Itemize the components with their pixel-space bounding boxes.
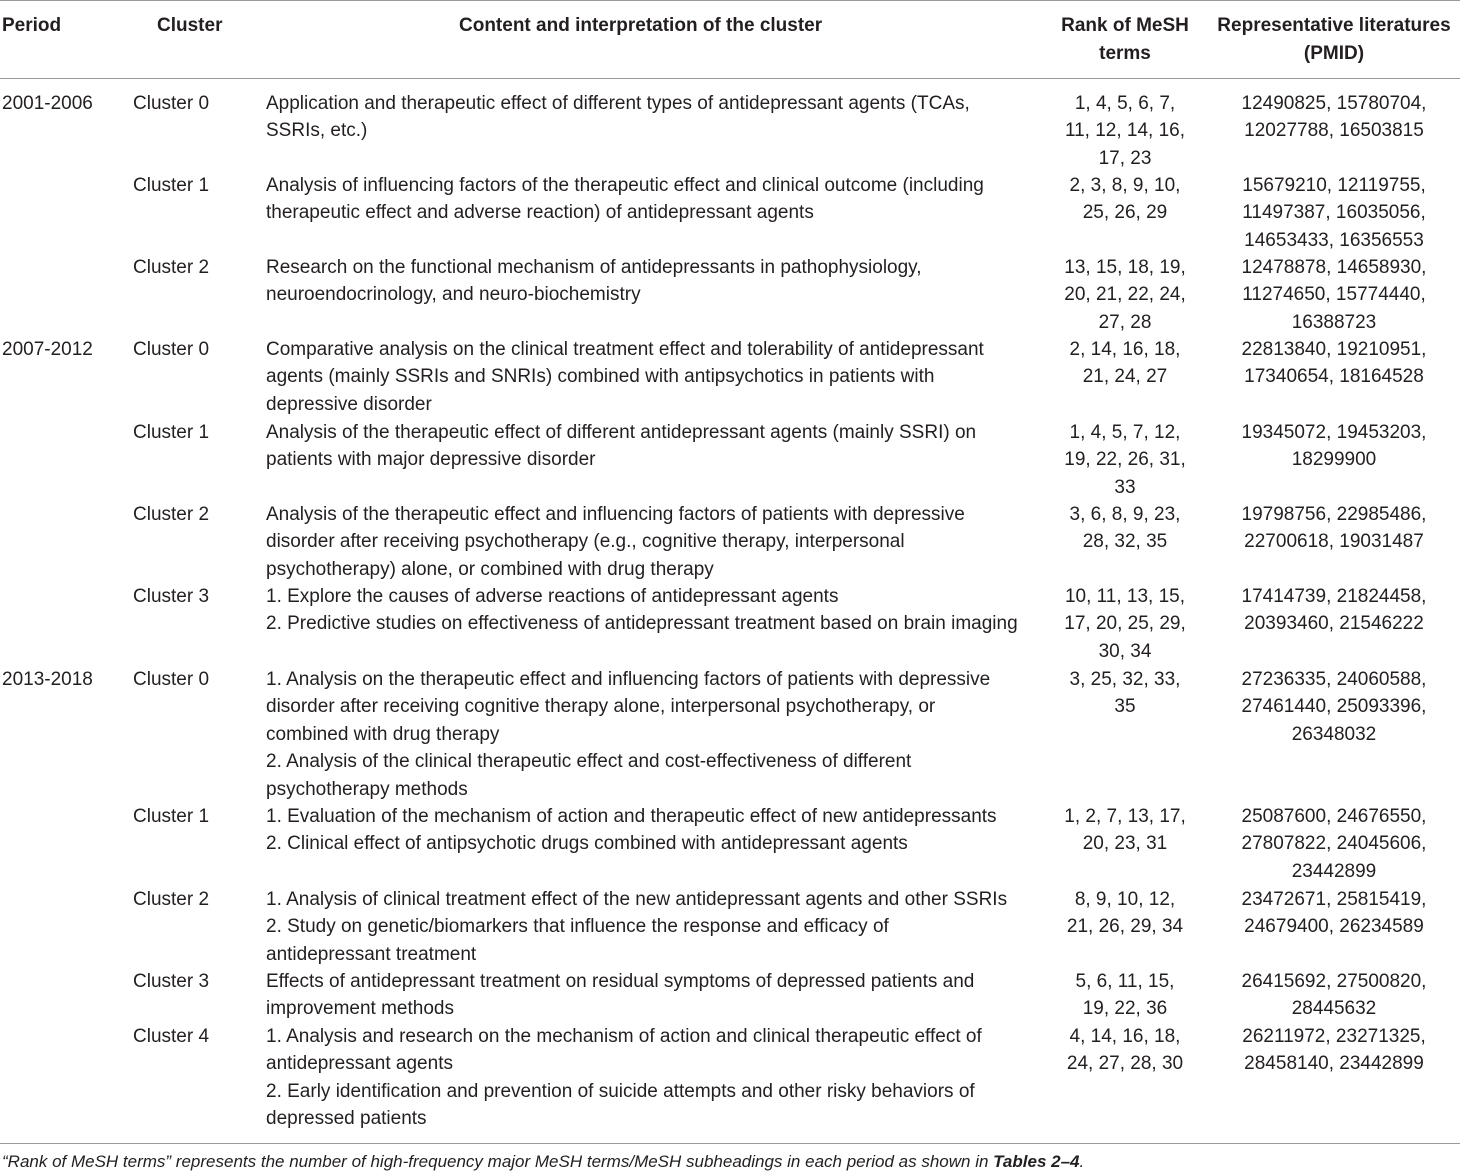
content-cell [266, 172, 984, 227]
rank-cell [1046, 583, 1204, 665]
content-cell-line: agents (mainly SSRIs and SNRIs) combined with antipsychotics in patients with [266, 366, 935, 388]
rank-cell-line: 1, 2, 7, 13, 17, [1064, 806, 1186, 827]
rank-cell-line: 21, 26, 29, 34 [1066, 916, 1184, 938]
content-cell-line: Effects of antidepressant treatment on residual symptoms of depressed patients and [266, 971, 975, 992]
rank-cell [1046, 501, 1204, 556]
rank-cell-line: 17, 23 [1098, 147, 1152, 169]
content-cell [266, 583, 1018, 638]
literatures-cell-line: 28445632 [1291, 998, 1377, 1020]
content-cell [266, 336, 984, 418]
literatures-cell-line: 18299900 [1291, 449, 1377, 471]
literatures-cell-line: 24679400, 26234589 [1244, 916, 1424, 938]
content-cell-line: psychotherapy) alone, or combined with drug therapy [266, 558, 714, 580]
content-cell-line: improvement methods [266, 998, 454, 1020]
header-rule [0, 78, 1460, 79]
cluster-cell: Cluster 4 [133, 1026, 210, 1047]
literatures-cell-line: 23472671, 25815419, [1241, 889, 1427, 910]
rank-cell [1046, 666, 1204, 721]
content-cell-line: 2. Early identification and prevention of suicide attempts and other risky behaviors of [266, 1080, 975, 1102]
cluster-cell: Cluster 2 [133, 257, 210, 278]
literatures-cell-line: 20393460, 21546222 [1244, 613, 1424, 635]
rank-cell-line: 17, 20, 25, 29, [1064, 613, 1186, 635]
literatures-cell [1208, 172, 1460, 254]
content-cell [266, 501, 965, 583]
period-cell: 2007-2012 [2, 339, 93, 360]
content-cell-line: Analysis of the therapeutic effect and influencing factors of patients with depressive [266, 504, 965, 525]
rank-cell [1046, 254, 1204, 336]
rank-cell-line: 35 [1114, 696, 1136, 718]
rank-cell-line: 2, 3, 8, 9, 10, [1069, 175, 1181, 196]
rank-cell-line: 25, 26, 29 [1082, 202, 1168, 224]
content-cell [266, 1023, 982, 1133]
rank-cell-line: 33 [1114, 476, 1136, 498]
header-cluster: Cluster [157, 15, 223, 36]
literatures-cell [1208, 666, 1460, 748]
rank-cell [1046, 803, 1204, 858]
rank-cell [1046, 1023, 1204, 1078]
rank-cell-line: 28, 32, 35 [1082, 531, 1168, 553]
content-cell-line: Analysis of the therapeutic effect of different antidepressant agents (mainly SSRI) on [266, 422, 977, 443]
rank-cell [1046, 172, 1204, 227]
literatures-cell-line: 25087600, 24676550, [1241, 806, 1427, 827]
literatures-cell [1208, 968, 1460, 1023]
rank-cell-line: 8, 9, 10, 12, [1074, 889, 1176, 910]
rank-cell [1046, 90, 1204, 172]
content-cell-line: 1. Analysis and research on the mechanism of action and clinical therapeutic effect of [266, 1026, 982, 1047]
rank-cell-line: 19, 22, 26, 31, [1064, 449, 1186, 471]
content-cell-line: 2. Predictive studies on effectiveness of antidepressant treatment based on brain imaging [266, 613, 1018, 635]
rank-cell-line: 3, 25, 32, 33, [1069, 669, 1181, 690]
rank-cell-line: 19, 22, 36 [1082, 998, 1168, 1020]
rank-cell [1046, 886, 1204, 941]
rank-cell-line: 30, 34 [1098, 640, 1152, 662]
literatures-cell-line: 22700618, 19031487 [1244, 531, 1424, 553]
content-cell-line: 1. Evaluation of the mechanism of action and therapeutic effect of new antidepressants [266, 806, 997, 827]
literatures-cell-line: 19798756, 22985486, [1241, 504, 1427, 525]
header-period: Period [2, 15, 62, 36]
rank-cell-line: 2, 14, 16, 18, [1069, 339, 1181, 360]
rank-cell-line: 3, 6, 8, 9, 23, [1069, 504, 1181, 525]
literatures-cell [1208, 803, 1460, 885]
literatures-cell-line: 26211972, 23271325, [1242, 1026, 1426, 1047]
content-cell [266, 254, 922, 309]
content-cell-line: 2. Clinical effect of antipsychotic drugs combined with antidepressant agents [266, 833, 908, 855]
content-cell-line: 1. Analysis on the therapeutic effect and influencing factors of patients with depressive [266, 669, 991, 690]
rank-cell-line: 1, 4, 5, 7, 12, [1069, 422, 1181, 443]
content-cell-line: 1. Analysis of clinical treatment effect of the new antidepressant agents and other SSRIs [266, 889, 1008, 910]
content-cell [266, 419, 976, 474]
literatures-cell-line: 11274650, 15774440, [1242, 284, 1426, 306]
literatures-cell-line: 12027788, 16503815 [1244, 120, 1424, 142]
literatures-cell-line: 14653433, 16356553 [1244, 229, 1424, 251]
content-cell-line: neuroendocrinology, and neuro-biochemistry [266, 284, 641, 306]
content-cell-line: antidepressant agents [266, 1053, 453, 1075]
content-cell-line: combined with drug therapy [266, 723, 500, 745]
cluster-cell: Cluster 3 [133, 586, 210, 607]
rank-cell-line: 1, 4, 5, 6, 7, [1074, 93, 1176, 114]
period-cell: 2001-2006 [2, 93, 93, 114]
rank-cell-line: 5, 6, 11, 15, [1075, 971, 1175, 992]
rank-cell-line: 10, 11, 13, 15, [1064, 586, 1186, 607]
content-cell [266, 803, 997, 858]
rank-cell-line: 11, 12, 14, 16, [1064, 120, 1186, 142]
literatures-cell-line: 15679210, 12119755, [1242, 175, 1426, 196]
content-cell-line: Comparative analysis on the clinical treatment effect and tolerability of antidepressant [266, 339, 984, 360]
rank-cell [1046, 419, 1204, 501]
content-cell [266, 90, 970, 145]
literatures-cell-line: 27236335, 24060588, [1241, 669, 1427, 690]
literatures-cell-line: 22813840, 19210951, [1241, 339, 1427, 360]
literatures-cell-line: 12478878, 14658930, [1241, 257, 1427, 278]
literatures-cell-line: 17340654, 18164528 [1244, 366, 1424, 388]
literatures-cell-line: 17414739, 21824458, [1241, 586, 1427, 607]
content-cell-line: Research on the functional mechanism of antidepressants in pathophysiology, [266, 257, 922, 278]
cluster-cell: Cluster 2 [133, 889, 210, 910]
cluster-cell: Cluster 0 [133, 339, 210, 360]
literatures-cell-line: 27461440, 25093396, [1241, 696, 1427, 718]
content-cell-line: therapeutic effect and adverse reaction) of antidepressant agents [266, 202, 814, 224]
literatures-cell-line: 28458140, 23442899 [1244, 1053, 1424, 1075]
content-cell-line: patients with major depressive disorder [266, 449, 596, 471]
cluster-cell: Cluster 2 [133, 504, 210, 525]
literatures-cell-line: 19345072, 19453203, [1241, 422, 1427, 443]
rank-cell-line: 20, 23, 31 [1082, 833, 1168, 855]
rank-cell [1046, 336, 1204, 391]
content-cell-line: disorder after receiving cognitive therapy alone, interpersonal psychotherapy, or [266, 696, 936, 718]
cluster-cell: Cluster 0 [133, 93, 210, 114]
literatures-cell [1208, 336, 1460, 391]
rank-cell-line: 24, 27, 28, 30 [1066, 1053, 1184, 1075]
top-rule [0, 0, 1460, 1]
content-cell-line: Application and therapeutic effect of different types of antidepressant agents (TCAs, [266, 93, 970, 114]
literatures-cell-line: 26348032 [1291, 723, 1377, 745]
literatures-cell [1208, 419, 1460, 474]
literatures-cell [1208, 254, 1460, 336]
header-content: Content and interpretation of the cluster [459, 15, 823, 36]
period-cell: 2013-2018 [2, 669, 93, 690]
content-cell-line: 2. Analysis of the clinical therapeutic effect and cost-effectiveness of different [266, 751, 912, 773]
rank-cell-line: 4, 14, 16, 18, [1069, 1026, 1181, 1047]
cluster-cell: Cluster 1 [133, 175, 210, 196]
literatures-cell [1208, 90, 1460, 145]
rank-cell-line: 27, 28 [1098, 311, 1152, 333]
literatures-cell [1208, 501, 1460, 556]
content-cell-line: 2. Study on genetic/biomarkers that influence the response and efficacy of [266, 916, 889, 938]
content-cell-line: SSRIs, etc.) [266, 120, 368, 142]
content-cell-line: disorder after receiving psychotherapy (e.g., cognitive therapy, interpersonal [266, 531, 905, 553]
literatures-cell-line: 16388723 [1291, 311, 1377, 333]
content-cell-line: Analysis of influencing factors of the therapeutic effect and clinical outcome (including [266, 175, 984, 196]
literatures-cell-line: 12490825, 15780704, [1241, 93, 1427, 114]
content-cell [266, 666, 990, 803]
literatures-cell-line: 26415692, 27500820, [1241, 971, 1427, 992]
rank-cell [1046, 968, 1204, 1023]
cluster-cell: Cluster 1 [133, 806, 210, 827]
literatures-cell [1208, 1023, 1460, 1078]
content-cell-line: depressed patients [266, 1108, 427, 1130]
cluster-cell: Cluster 1 [133, 422, 210, 443]
footnote: “Rank of MeSH terms” represents the number of high-frequency major MeSH terms/MeSH subheadings in each period as shown in Tables 2–4. [2, 1152, 1085, 1171]
literatures-cell-line: 11497387, 16035056, [1242, 202, 1426, 224]
content-cell-line: antidepressant treatment [266, 943, 477, 965]
cluster-cell: Cluster 3 [133, 971, 210, 992]
cluster-cell: Cluster 0 [133, 669, 210, 690]
literatures-cell [1208, 886, 1460, 941]
content-cell-line: depressive disorder [266, 393, 432, 415]
literatures-cell-line: 23442899 [1291, 860, 1377, 882]
content-cell-line: psychotherapy methods [266, 778, 468, 800]
header-rank: Rank of MeSH terms [1061, 15, 1189, 64]
rank-cell-line: 13, 15, 18, 19, [1064, 257, 1186, 278]
literatures-cell-line: 27807822, 24045606, [1241, 833, 1427, 855]
rank-cell-line: 20, 21, 22, 24, [1064, 284, 1186, 306]
content-cell [266, 886, 1007, 968]
content-cell-line: 1. Explore the causes of adverse reactions of antidepressant agents [266, 586, 839, 607]
literatures-cell [1208, 583, 1460, 638]
content-cell [266, 968, 974, 1023]
rank-cell-line: 21, 24, 27 [1082, 366, 1168, 388]
header-literatures: Representative literatures (PMID) [1217, 15, 1451, 64]
bottom-rule [0, 1143, 1460, 1144]
